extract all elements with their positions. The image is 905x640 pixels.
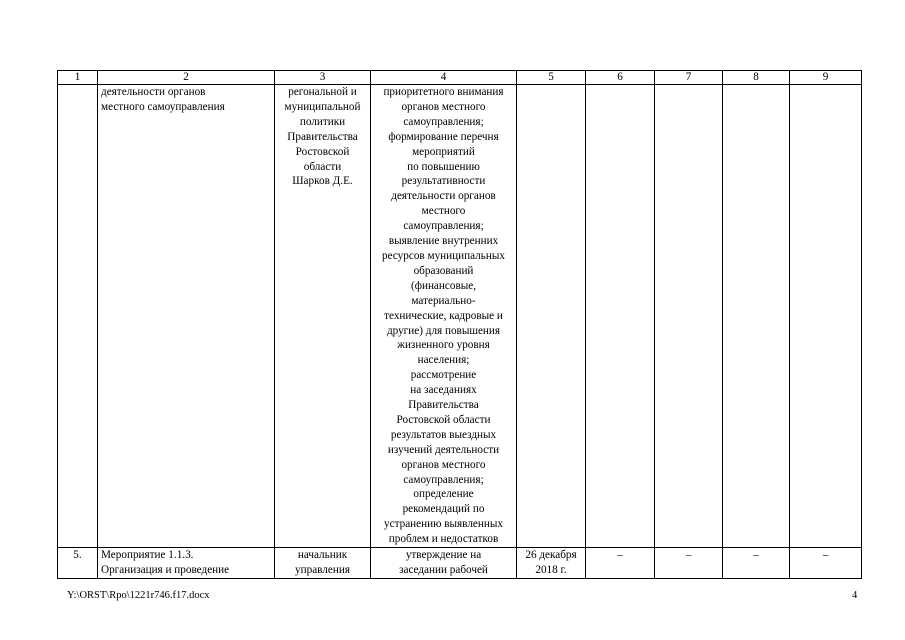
data-cell-8 — [723, 85, 790, 548]
data-cell-8: – — [723, 548, 790, 579]
deadline-cell — [517, 548, 586, 579]
cell-text-line: области — [303, 160, 342, 173]
cell-text-line: рассмотрение — [410, 369, 477, 382]
cell-text-line: мероприятий — [412, 145, 475, 158]
data-cell-9: – — [790, 548, 862, 579]
data-cell-7: – — [655, 548, 723, 579]
table-row — [58, 548, 862, 579]
cell-text-line: органов местного — [401, 458, 486, 471]
cell-text-line: по повышению — [407, 160, 480, 173]
data-cell-9 — [790, 85, 862, 548]
cell-text-line: проблем и недостатков — [388, 533, 499, 546]
header-cell: 6 — [586, 71, 655, 85]
cell-text-line: самоуправления; — [403, 473, 484, 486]
cell-text-line: (финансовые, — [410, 279, 477, 292]
cell-text-line: Ростовской — [295, 145, 350, 158]
cell-text-line: начальник — [297, 549, 348, 562]
cell-text-line: рекомендаций по — [402, 503, 485, 516]
cell-text-line: управления — [295, 564, 350, 576]
cell-text-line: жизненного уровня — [397, 339, 490, 352]
cell-text-line: материально- — [411, 294, 476, 307]
activity-name-cell — [98, 548, 275, 579]
cell-text-line: политики — [299, 115, 346, 128]
cell-text-line: определение — [413, 488, 474, 501]
header-cell: 5 — [517, 71, 586, 85]
cell-text-line: 2018 г. — [535, 564, 567, 576]
table-row — [58, 85, 862, 548]
cell-text-line: образований — [413, 264, 474, 277]
cell-text-line: самоуправления; — [403, 115, 484, 128]
cell-text-line: самоуправления; — [403, 220, 484, 233]
cell-text-line: муниципальной — [284, 100, 361, 113]
header-cell: 2 — [98, 71, 275, 85]
data-cell-6 — [586, 85, 655, 548]
cell-text-line: приоритетного внимания — [383, 86, 504, 98]
cell-text-line: изучений деятельности — [387, 443, 500, 456]
cell-text-line: местного самоуправления — [101, 100, 225, 113]
header-cell: 9 — [790, 71, 862, 85]
plan-table — [57, 70, 862, 579]
cell-text-line: Мероприятие 1.1.3. — [101, 549, 194, 562]
header-cell: 3 — [275, 71, 371, 85]
deadline-cell — [517, 85, 586, 548]
cell-text-line: на заседаниях — [410, 384, 477, 397]
header-cell: 4 — [371, 71, 517, 85]
cell-text-line: формирование перечня — [388, 130, 499, 143]
row-number-cell — [58, 85, 98, 548]
result-cell — [371, 85, 517, 548]
cell-text-line: Организация и проведение — [101, 564, 230, 576]
header-cell: 1 — [58, 71, 98, 85]
cell-text-line: регональной и — [288, 86, 357, 98]
cell-text-line: 26 декабря — [525, 549, 577, 562]
page-number: 4 — [852, 590, 858, 601]
cell-text-line: местного — [421, 205, 466, 218]
data-cell-7 — [655, 85, 723, 548]
cell-text-line: утверждение на — [405, 549, 482, 562]
header-cell: 7 — [655, 71, 723, 85]
cell-text-line: результативности — [401, 175, 486, 188]
activity-name-cell — [98, 85, 275, 548]
cell-text-line: населения; — [417, 354, 470, 367]
cell-text-line: другие) для повышения — [386, 324, 501, 337]
cell-text-line: заседании рабочей — [399, 564, 488, 576]
footer-file-path: Y:\ORST\Rpo\1221r746.f17.docx — [67, 590, 210, 601]
cell-text-line: Шарков Д.Е. — [292, 175, 353, 188]
responsible-cell — [275, 85, 371, 548]
header-cell: 8 — [723, 71, 790, 85]
header-row — [58, 71, 862, 85]
cell-text-line: ресурсов муниципальных — [382, 249, 505, 262]
cell-text-line: Правительства — [287, 130, 358, 143]
cell-text-line: устранению выявленных — [384, 518, 503, 531]
responsible-cell — [275, 548, 371, 579]
cell-text-line: Ростовской области — [396, 413, 491, 426]
cell-text-line: результатов выездных — [390, 428, 497, 441]
row-number-cell: 5. — [58, 548, 98, 579]
cell-text-line: органов местного — [401, 100, 486, 113]
cell-text-line: технические, кадровые и — [384, 309, 503, 322]
cell-text-line: деятельности органов — [101, 86, 206, 98]
cell-text-line: выявление внутренних — [388, 235, 499, 248]
result-cell — [371, 548, 517, 579]
cell-text-line: деятельности органов — [391, 190, 496, 203]
data-cell-6: – — [586, 548, 655, 579]
cell-text-line: Правительства — [408, 399, 479, 412]
